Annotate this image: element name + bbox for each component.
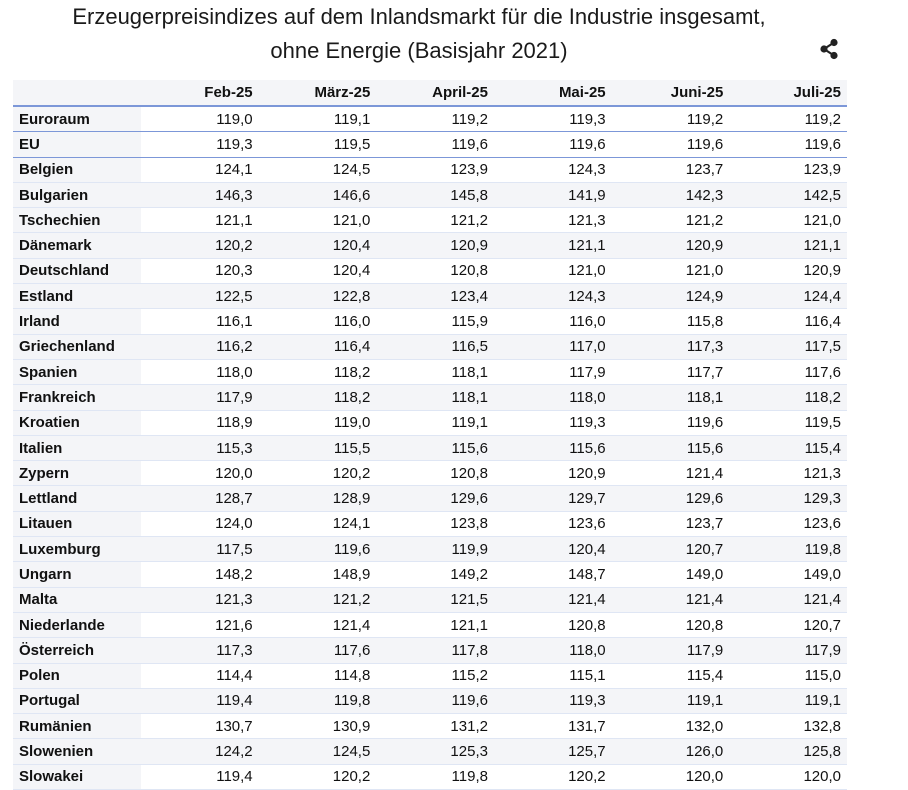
table-cell: 121,0: [494, 258, 612, 283]
table-cell: 121,4: [494, 587, 612, 612]
row-label: Dänemark: [13, 233, 141, 258]
table-row: [13, 537, 847, 562]
table-cell: 121,1: [376, 612, 494, 637]
table-cell: 118,9: [141, 410, 259, 435]
table-cell: 119,6: [376, 688, 494, 713]
row-label: Portugal: [13, 688, 141, 713]
table-cell: 118,0: [141, 359, 259, 384]
table-cell: 120,8: [612, 612, 730, 637]
table-cell: 116,4: [729, 309, 847, 334]
table-cell: 125,7: [494, 739, 612, 764]
table-cell: 117,5: [729, 334, 847, 359]
table-cell: 130,9: [259, 714, 377, 739]
table-cell: 119,4: [141, 764, 259, 789]
table-cell: 121,5: [376, 587, 494, 612]
table-cell: 117,9: [729, 638, 847, 663]
chart-title-line-2: ohne Energie (Basisjahr 2021): [270, 38, 568, 63]
table-row: [13, 688, 847, 713]
table-cell: 119,3: [141, 132, 259, 157]
table-cell: 131,7: [494, 714, 612, 739]
table-cell: 132,0: [612, 714, 730, 739]
table-cell: 120,8: [494, 612, 612, 637]
table-cell: 119,8: [259, 688, 377, 713]
table-cell: 115,4: [612, 663, 730, 688]
table-cell: 119,6: [612, 410, 730, 435]
table-cell: 119,1: [729, 688, 847, 713]
table-cell: 114,4: [141, 663, 259, 688]
table-cell: 120,9: [376, 233, 494, 258]
table-row: [13, 663, 847, 688]
table-cell: 149,0: [612, 562, 730, 587]
table-cell: 119,6: [494, 132, 612, 157]
row-label: Frankreich: [13, 385, 141, 410]
table-cell: 117,0: [494, 334, 612, 359]
table-cell: 120,2: [494, 764, 612, 789]
table-cell: 125,8: [729, 739, 847, 764]
table-cell: 123,6: [729, 511, 847, 536]
share-icon[interactable]: [818, 38, 840, 60]
table-row: [13, 157, 847, 182]
column-header[interactable]: April-25: [376, 80, 494, 106]
table-cell: 121,0: [729, 208, 847, 233]
table-cell: 120,8: [376, 258, 494, 283]
row-label: Lettland: [13, 486, 141, 511]
table-cell: 118,2: [259, 385, 377, 410]
table-cell: 115,8: [612, 309, 730, 334]
table-cell: 122,8: [259, 284, 377, 309]
column-header[interactable]: März-25: [259, 80, 377, 106]
table-cell: 118,1: [612, 385, 730, 410]
table-cell: 120,0: [141, 461, 259, 486]
column-header[interactable]: Feb-25: [141, 80, 259, 106]
row-label: Bulgarien: [13, 182, 141, 207]
row-label: EU: [13, 132, 141, 157]
table-cell: 119,8: [729, 537, 847, 562]
table-cell: 146,6: [259, 182, 377, 207]
table-cell: 121,1: [494, 233, 612, 258]
table-cell: 115,5: [259, 435, 377, 460]
table-row: [13, 284, 847, 309]
table-cell: 124,4: [729, 284, 847, 309]
row-label: Griechenland: [13, 334, 141, 359]
table-cell: 121,2: [612, 208, 730, 233]
table-cell: 124,1: [259, 511, 377, 536]
table-cell: 121,2: [376, 208, 494, 233]
table-cell: 117,3: [141, 638, 259, 663]
row-label: Slowenien: [13, 739, 141, 764]
row-label: Tschechien: [13, 208, 141, 233]
table-cell: 124,3: [494, 157, 612, 182]
table-cell: 115,6: [612, 435, 730, 460]
table-cell: 119,9: [376, 537, 494, 562]
table-cell: 117,6: [729, 359, 847, 384]
table-row: [13, 359, 847, 384]
share-icon-graphic: [818, 38, 840, 60]
table-cell: 121,0: [259, 208, 377, 233]
table-cell: 117,3: [612, 334, 730, 359]
row-label: Slowakei: [13, 764, 141, 789]
table-cell: 117,9: [494, 359, 612, 384]
table-cell: 121,1: [141, 208, 259, 233]
table-cell: 119,0: [141, 106, 259, 132]
table-cell: 121,0: [612, 258, 730, 283]
table-cell: 131,2: [376, 714, 494, 739]
table-row: [13, 334, 847, 359]
table-cell: 117,5: [141, 537, 259, 562]
table-cell: 120,0: [729, 764, 847, 789]
row-label: Irland: [13, 309, 141, 334]
table-cell: 115,2: [376, 663, 494, 688]
table-row: [13, 106, 847, 132]
row-label: Niederlande: [13, 612, 141, 637]
table-cell: 119,8: [376, 764, 494, 789]
header-corner: [13, 80, 141, 106]
table-cell: 130,7: [141, 714, 259, 739]
table-cell: 119,0: [259, 410, 377, 435]
table-row: [13, 435, 847, 460]
table-cell: 114,8: [259, 663, 377, 688]
table-cell: 123,6: [494, 511, 612, 536]
table-cell: 120,3: [141, 258, 259, 283]
table-body: [13, 106, 847, 790]
table-row: [13, 182, 847, 207]
table-cell: 119,1: [612, 688, 730, 713]
table-cell: 118,0: [494, 638, 612, 663]
table-cell: 121,2: [259, 587, 377, 612]
table-cell: 121,1: [729, 233, 847, 258]
table-cell: 116,4: [259, 334, 377, 359]
table-cell: 121,3: [729, 461, 847, 486]
row-label: Italien: [13, 435, 141, 460]
table-cell: 117,6: [259, 638, 377, 663]
table-row: [13, 714, 847, 739]
table-cell: 148,9: [259, 562, 377, 587]
row-label: Belgien: [13, 157, 141, 182]
table-cell: 124,1: [141, 157, 259, 182]
table-row: [13, 638, 847, 663]
table-row: [13, 233, 847, 258]
table-cell: 116,0: [494, 309, 612, 334]
row-label: Österreich: [13, 638, 141, 663]
table-cell: 119,2: [376, 106, 494, 132]
table-cell: 121,3: [494, 208, 612, 233]
table-row: [13, 562, 847, 587]
table-cell: 148,2: [141, 562, 259, 587]
table-cell: 119,6: [376, 132, 494, 157]
table-row: [13, 309, 847, 334]
column-header[interactable]: Juni-25: [612, 80, 730, 106]
table-cell: 142,3: [612, 182, 730, 207]
table-row: [13, 511, 847, 536]
table-cell: 119,6: [259, 537, 377, 562]
row-label: Litauen: [13, 511, 141, 536]
table-cell: 119,1: [376, 410, 494, 435]
table-cell: 124,5: [259, 157, 377, 182]
table-cell: 116,2: [141, 334, 259, 359]
table-cell: 115,4: [729, 435, 847, 460]
table-cell: 125,3: [376, 739, 494, 764]
table-cell: 116,0: [259, 309, 377, 334]
table-cell: 118,2: [729, 385, 847, 410]
row-label: Polen: [13, 663, 141, 688]
table-cell: 115,9: [376, 309, 494, 334]
table-cell: 120,0: [612, 764, 730, 789]
table-cell: 121,4: [729, 587, 847, 612]
table-cell: 123,7: [612, 511, 730, 536]
table-cell: 123,8: [376, 511, 494, 536]
table-row: [13, 739, 847, 764]
table-cell: 145,8: [376, 182, 494, 207]
table-cell: 119,4: [141, 688, 259, 713]
row-label: Malta: [13, 587, 141, 612]
chart-title: [0, 0, 838, 68]
column-header[interactable]: Mai-25: [494, 80, 612, 106]
table-cell: 129,6: [612, 486, 730, 511]
table-cell: 119,6: [612, 132, 730, 157]
table-cell: 141,9: [494, 182, 612, 207]
row-label: Luxemburg: [13, 537, 141, 562]
column-header[interactable]: Juli-25: [729, 80, 847, 106]
table-row: [13, 410, 847, 435]
row-label: Ungarn: [13, 562, 141, 587]
table-cell: 123,7: [612, 157, 730, 182]
row-label: Deutschland: [13, 258, 141, 283]
table-row: [13, 587, 847, 612]
table-row: [13, 208, 847, 233]
table-cell: 120,7: [612, 537, 730, 562]
table-cell: 118,1: [376, 359, 494, 384]
table-cell: 122,5: [141, 284, 259, 309]
row-label: Spanien: [13, 359, 141, 384]
table-cell: 119,2: [729, 106, 847, 132]
table-cell: 120,4: [259, 258, 377, 283]
table-cell: 124,0: [141, 511, 259, 536]
table-cell: 120,8: [376, 461, 494, 486]
table-cell: 120,9: [729, 258, 847, 283]
table-cell: 124,5: [259, 739, 377, 764]
table-row: [13, 385, 847, 410]
table-cell: 120,2: [259, 461, 377, 486]
table-cell: 126,0: [612, 739, 730, 764]
table-cell: 120,2: [141, 233, 259, 258]
table-cell: 124,3: [494, 284, 612, 309]
table-row: [13, 486, 847, 511]
table-cell: 119,5: [259, 132, 377, 157]
table-cell: 120,4: [494, 537, 612, 562]
table-cell: 115,3: [141, 435, 259, 460]
table-row: [13, 258, 847, 283]
table-cell: 115,6: [494, 435, 612, 460]
row-label: Zypern: [13, 461, 141, 486]
table-cell: 117,9: [612, 638, 730, 663]
table-cell: 119,3: [494, 106, 612, 132]
table-cell: 121,3: [141, 587, 259, 612]
table-cell: 124,9: [612, 284, 730, 309]
table-cell: 121,4: [612, 587, 730, 612]
table-cell: 146,3: [141, 182, 259, 207]
table-header: [13, 80, 847, 106]
table-cell: 148,7: [494, 562, 612, 587]
data-table: [13, 80, 847, 790]
table-cell: 116,1: [141, 309, 259, 334]
table-cell: 119,3: [494, 410, 612, 435]
table-cell: 128,9: [259, 486, 377, 511]
table-cell: 115,1: [494, 663, 612, 688]
table-cell: 142,5: [729, 182, 847, 207]
table-cell: 120,4: [259, 233, 377, 258]
table-cell: 119,1: [259, 106, 377, 132]
table-cell: 123,9: [729, 157, 847, 182]
table-cell: 129,7: [494, 486, 612, 511]
table-cell: 121,6: [141, 612, 259, 637]
table-cell: 119,5: [729, 410, 847, 435]
table-cell: 123,9: [376, 157, 494, 182]
table-cell: 132,8: [729, 714, 847, 739]
row-label: Estland: [13, 284, 141, 309]
table-cell: 115,6: [376, 435, 494, 460]
table-cell: 119,6: [729, 132, 847, 157]
table-cell: 123,4: [376, 284, 494, 309]
table-cell: 120,9: [494, 461, 612, 486]
table-cell: 118,2: [259, 359, 377, 384]
chart-title-line-1: Erzeugerpreisindizes auf dem Inlandsmarkt für die Industrie insgesamt,: [72, 4, 766, 29]
table-cell: 119,3: [494, 688, 612, 713]
table-row: [13, 612, 847, 637]
table-cell: 119,2: [612, 106, 730, 132]
table-cell: 120,9: [612, 233, 730, 258]
table-cell: 128,7: [141, 486, 259, 511]
row-label: Rumänien: [13, 714, 141, 739]
table-row: [13, 132, 847, 157]
table-cell: 124,2: [141, 739, 259, 764]
table-cell: 121,4: [259, 612, 377, 637]
table-cell: 117,7: [612, 359, 730, 384]
row-label: Euroraum: [13, 106, 141, 132]
table-cell: 116,5: [376, 334, 494, 359]
table-cell: 149,0: [729, 562, 847, 587]
table-cell: 117,8: [376, 638, 494, 663]
table-row: [13, 461, 847, 486]
table-cell: 118,1: [376, 385, 494, 410]
table-cell: 118,0: [494, 385, 612, 410]
table-cell: 129,3: [729, 486, 847, 511]
table-cell: 149,2: [376, 562, 494, 587]
table-cell: 120,7: [729, 612, 847, 637]
table-cell: 117,9: [141, 385, 259, 410]
row-label: Kroatien: [13, 410, 141, 435]
table-cell: 115,0: [729, 663, 847, 688]
header-row: [13, 80, 847, 106]
table-cell: 120,2: [259, 764, 377, 789]
table-cell: 121,4: [612, 461, 730, 486]
table-cell: 129,6: [376, 486, 494, 511]
